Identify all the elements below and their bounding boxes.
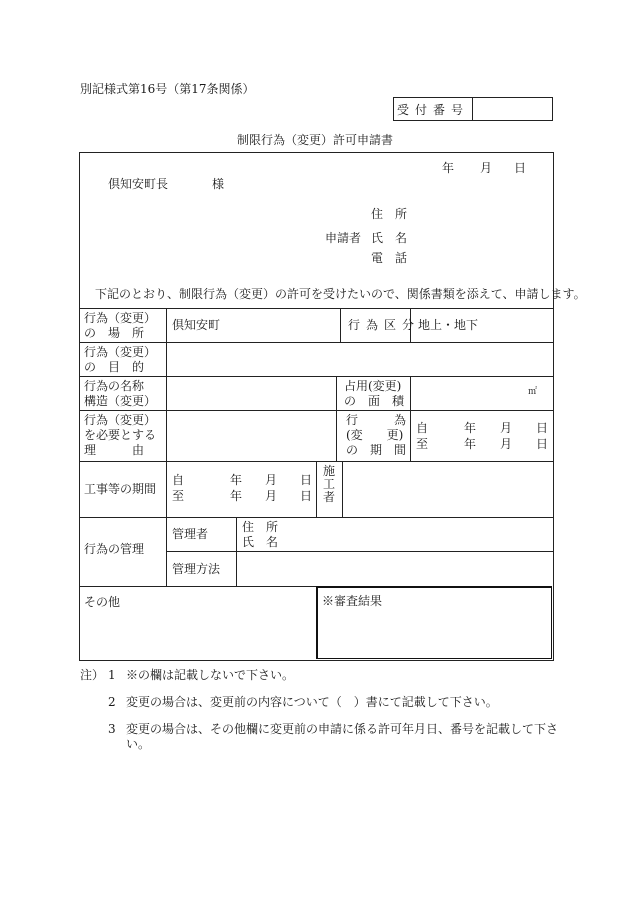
period-to-year: 年	[464, 437, 477, 451]
contractor-label: 施工者	[323, 464, 336, 504]
work-to: 至	[172, 489, 185, 503]
work-to-month: 月	[265, 489, 278, 503]
period-label-3: の 期 間	[346, 443, 407, 457]
reason-label-3: 理 由	[84, 443, 145, 457]
applicant-label: 申請者	[325, 231, 362, 245]
manager-name-label: 氏 名	[242, 535, 279, 549]
purpose-label: 行為（変更）	[84, 345, 157, 359]
note-number: 2	[108, 695, 116, 709]
work-to-year: 年	[230, 489, 243, 503]
review-result-label: ※審査結果	[322, 594, 383, 608]
place-value[interactable]: 倶知安町	[172, 318, 221, 332]
note-text: ※の欄は記載しないで下さい。	[126, 668, 295, 682]
note-text: 変更の場合は、変更前の内容について（ ）書にて記載して下さい。	[126, 695, 498, 709]
management-method-label: 管理方法	[172, 562, 221, 576]
category-label: 行為区分	[348, 318, 421, 332]
period-label: 行 為	[346, 413, 407, 427]
form-number-label: 別記様式第16号（第17条関係）	[80, 82, 255, 96]
note-number: 1	[108, 668, 116, 682]
work-from: 自	[172, 473, 185, 487]
manager-label: 管理者	[172, 527, 209, 541]
work-from-day: 日	[300, 473, 313, 487]
review-result-box	[316, 586, 552, 659]
work-period-label: 工事等の期間	[84, 482, 157, 496]
form-title: 制限行為（変更）許可申請書	[236, 133, 393, 147]
receipt-number-field[interactable]	[473, 98, 552, 120]
area-label: 占用(変更)	[344, 379, 402, 393]
work-to-day: 日	[300, 489, 313, 503]
work-from-year: 年	[230, 473, 243, 487]
work-from-month: 月	[265, 473, 278, 487]
period-from-year: 年	[464, 421, 477, 435]
note-item	[80, 695, 560, 710]
place-label: 行為（変更）	[84, 311, 157, 325]
receipt-number-box	[393, 97, 553, 121]
period-to: 至	[416, 437, 429, 451]
honorific: 様	[212, 177, 225, 191]
applicant-phone-label: 電 話	[371, 251, 408, 265]
date-month-label: 月	[480, 161, 493, 175]
period-label-2: (変 更)	[346, 428, 404, 442]
category-value[interactable]: 地上・地下	[418, 318, 479, 332]
period-to-day: 日	[536, 437, 549, 451]
period-from: 自	[416, 421, 429, 435]
application-form	[79, 152, 586, 661]
note-text: 変更の場合は、その他欄に変更前の申請に係る許可年月日、番号を記載して下さい。	[126, 722, 559, 751]
addressee: 倶知安町長	[108, 177, 169, 191]
notes-section	[80, 668, 560, 764]
note-item	[80, 722, 560, 752]
date-year-label: 年	[442, 161, 455, 175]
period-from-month: 月	[500, 421, 513, 435]
name-structure-label: 行為の名称	[84, 379, 145, 393]
area-label-2: の 面 積	[344, 394, 405, 408]
period-to-month: 月	[500, 437, 513, 451]
reason-label: 行為（変更）	[84, 413, 157, 427]
notes-marker: 注）	[80, 668, 105, 682]
applicant-address-label: 住 所	[371, 207, 408, 221]
other-label: その他	[84, 595, 121, 609]
purpose-label-2: の 目 的	[84, 360, 145, 374]
reason-label-2: を必要とする	[84, 428, 157, 442]
place-label-2: の 場 所	[84, 326, 145, 340]
management-label: 行為の管理	[84, 542, 145, 556]
note-number: 3	[108, 722, 116, 736]
application-statement: 下記のとおり、制限行為（変更）の許可を受けたいので、関係書類を添えて、申請します。	[95, 287, 586, 301]
applicant-name-label: 氏 名	[371, 231, 408, 245]
area-unit: ㎡	[528, 387, 538, 397]
manager-address-label: 住 所	[242, 520, 279, 534]
date-day-label: 日	[514, 161, 527, 175]
period-from-day: 日	[536, 421, 549, 435]
note-item	[80, 668, 560, 683]
receipt-number-label: 受付番号	[394, 98, 473, 120]
name-structure-label-2: 構造（変更）	[84, 394, 157, 408]
